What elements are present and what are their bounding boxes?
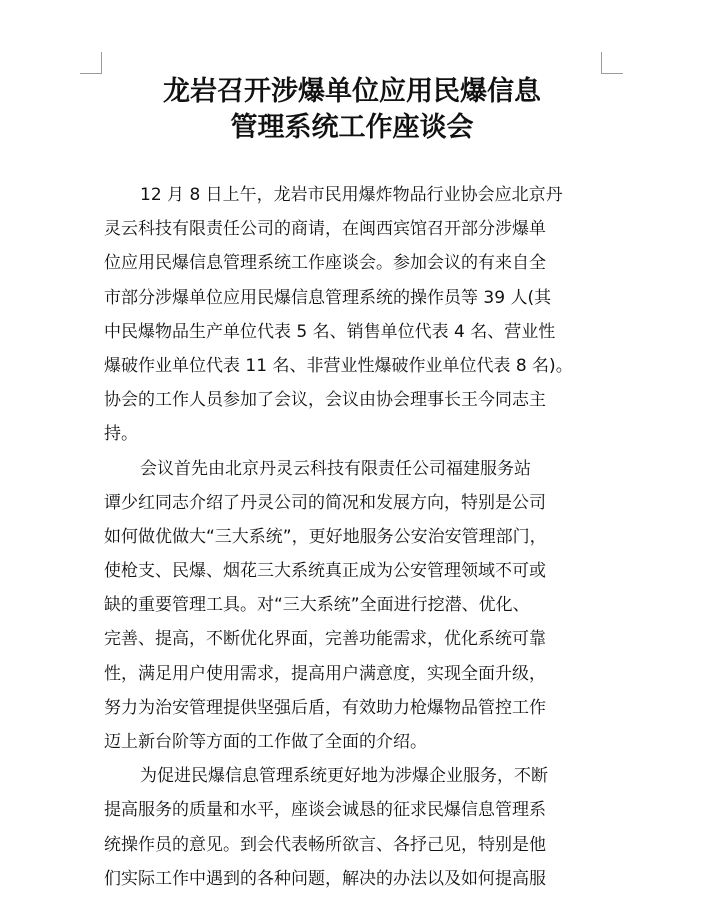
paragraph-line: 协会的工作人员参加了会议，会议由协会理事长王今同志主	[104, 390, 546, 411]
paragraph-line: 完善、提高，不断优化界面，完善功能需求，优化系统可靠	[104, 629, 546, 650]
paragraph-2	[104, 452, 602, 760]
paragraph-line: 灵云科技有限责任公司的商请，在闽西宾馆召开部分涉爆单	[104, 219, 546, 240]
paragraph-line: 提高服务的质量和水平，座谈会诚恳的征求民爆信息管理系	[104, 800, 546, 821]
document-title	[0, 74, 704, 146]
crop-mark-top-right-vertical	[601, 52, 602, 74]
title-line-2: 管理系统工作座谈会	[230, 112, 474, 143]
paragraph-line: 爆破作业单位代表 11 名、非营业性爆破作业单位代表 8 名)。	[104, 355, 573, 376]
paragraph-line: 会议首先由北京丹灵云科技有限责任公司福建服务站	[140, 458, 531, 479]
paragraph-line: 谭少红同志介绍了丹灵公司的简况和发展方向，特别是公司	[104, 492, 546, 513]
paragraph-1	[104, 178, 602, 452]
paragraph-line: 为促进民爆信息管理系统更好地为涉爆企业服务，不断	[140, 766, 548, 787]
paragraph-line: 使枪支、民爆、烟花三大系统真正成为公安管理领域不可或	[104, 561, 546, 582]
paragraph-line: 中民爆物品生产单位代表 5 名、销售单位代表 4 名、营业性	[104, 321, 556, 342]
paragraph-line: 如何做优做大“三大系统”，更好地服务公安治安管理部门，	[104, 526, 547, 547]
paragraph-line: 位应用民爆信息管理系统工作座谈会。参加会议的有来自全	[104, 253, 546, 274]
paragraph-line: 持。	[104, 424, 138, 445]
paragraph-3	[104, 759, 602, 896]
paragraph-line: 努力为治安管理提供坚强后盾，有效助力枪爆物品管控工作	[104, 697, 546, 718]
paragraph-line: 12 月 8 日上午，龙岩市民用爆炸物品行业协会应北京丹	[140, 185, 563, 205]
crop-mark-top-left-vertical	[101, 52, 102, 74]
title-line-1: 龙岩召开涉爆单位应用民爆信息	[163, 76, 541, 107]
paragraph-line: 市部分涉爆单位应用民爆信息管理系统的操作员等 39 人(其	[104, 287, 552, 308]
paragraph-line: 缺的重要管理工具。对“三大系统”全面进行挖潜、优化、	[104, 595, 530, 616]
paragraph-line: 统操作员的意见。到会代表畅所欲言、各抒己见，特别是他	[104, 834, 546, 855]
paragraph-line: 迈上新台阶等方面的工作做了全面的介绍。	[104, 732, 427, 752]
paragraph-line: 性，满足用户使用需求，提高用户满意度，实现全面升级，	[104, 663, 546, 684]
document-body	[104, 178, 602, 896]
paragraph-line: 们实际工作中遇到的各种问题，解决的办法以及如何提高服	[104, 868, 546, 889]
